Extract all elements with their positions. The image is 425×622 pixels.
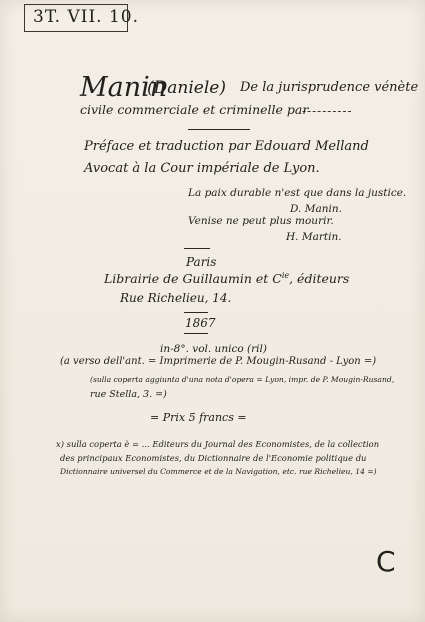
title-dashes: ---------- — [302, 104, 353, 118]
cover-note-line-1: (sulla coperta aggiunta d'una nota d'opera = Lyon, impr. de P. Mougin-Rusand, — [90, 375, 395, 384]
price: = Prix 5 francs = — [150, 411, 247, 424]
publisher-role: , éditeurs — [289, 271, 350, 287]
preface-line-2: Avocat à la Cour impériale de Lyon. — [84, 161, 320, 176]
address: Rue Richelieu, 14. — [120, 291, 232, 305]
place: Paris — [186, 255, 217, 269]
publisher-sup: ie — [281, 271, 290, 280]
title-line-1: De la jurisprudence vénète — [240, 80, 419, 95]
cover-note-line-2: rue Stella, 3. =) — [90, 389, 167, 400]
footnote-line-3: Dictionnaire universel du Commerce et de la Navigation, etc. rue Richelieu, 14 =) — [60, 467, 377, 476]
epigraph-2-attribution: H. Martin. — [286, 231, 342, 243]
title-divider — [188, 129, 250, 130]
preface-line-1: Préface et traduction par Edouard Melland — [84, 139, 369, 154]
footnote-line-1: x) sulla coperta è = ... Editeurs du Journal des Economistes, de la collection — [56, 439, 380, 449]
year: 1867 — [185, 316, 216, 330]
corner-mark: C — [376, 545, 396, 578]
epigraph-2: Venise ne peut plus mourir. — [188, 215, 334, 227]
verso-note: (a verso dell'ant. = Imprimerie de P. Mougin-Rusand - Lyon =) — [60, 356, 377, 367]
shelfmark: 3T. VII. 10. — [33, 7, 140, 27]
author-name: Manin — [80, 72, 168, 103]
epigraph-divider — [184, 248, 210, 249]
epigraph-1-attribution: D. Manin. — [290, 203, 342, 215]
author-given-name: (Daniele) — [147, 78, 226, 98]
publisher-name: Librairie de Guillaumin et C — [104, 271, 282, 287]
publisher — [104, 272, 349, 286]
year-underline — [184, 333, 208, 334]
epigraph-1: La paix durable n'est que dans la justice. — [188, 187, 407, 199]
format: in-8°. vol. unico (ril) — [160, 343, 267, 355]
footnote-line-2: des principaux Economistes, du Dictionnaire de l'Economie politique du — [60, 453, 367, 463]
title-line-2: civile commerciale et criminelle par — [80, 102, 309, 117]
year-overline — [184, 312, 208, 313]
